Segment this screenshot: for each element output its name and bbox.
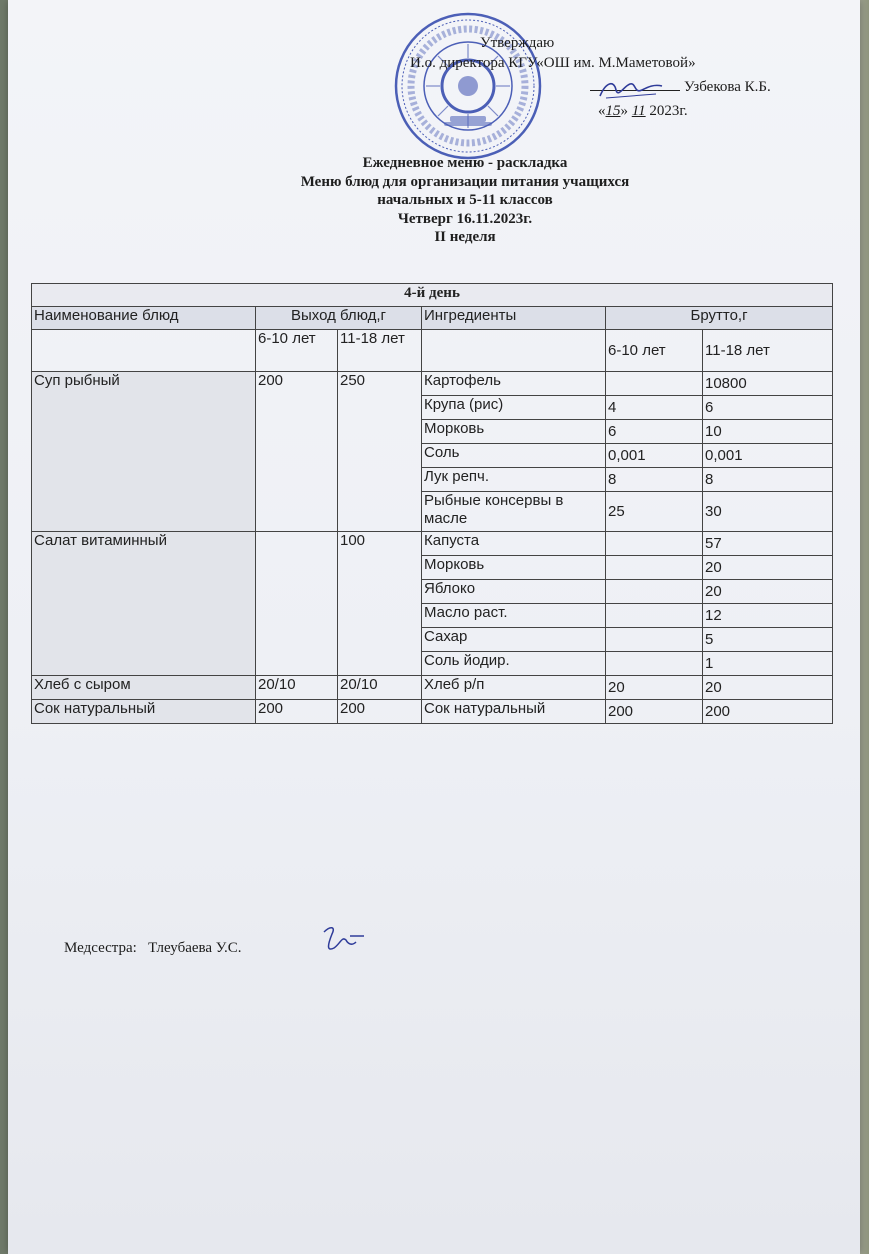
dish-name: Суп рыбный — [32, 372, 256, 532]
gross-6-10 — [606, 604, 703, 628]
ingredient-name: Лук репч. — [422, 468, 606, 492]
director-signature-icon — [596, 76, 666, 104]
dish-name: Хлеб с сыром — [32, 676, 256, 700]
dish-yield-6-10: 20/10 — [256, 676, 338, 700]
gross-11-18: 12 — [703, 604, 833, 628]
header-ingredients: Ингредиенты — [422, 307, 606, 330]
ingredient-name: Соль йодир. — [422, 652, 606, 676]
ingredient-name: Рыбные консервы в масле — [422, 492, 606, 532]
gross-11-18: 20 — [703, 676, 833, 700]
dish-name: Салат витаминный — [32, 532, 256, 676]
approval-name: Узбекова К.Б. — [684, 79, 771, 95]
gross-11-18: 200 — [703, 700, 833, 724]
subheader-empty — [32, 330, 256, 372]
subheader-yield-11-18: 11-18 лет — [338, 330, 422, 372]
title-line-1: Ежедневное меню - раскладка — [362, 155, 568, 171]
dish-yield-6-10: 200 — [256, 700, 338, 724]
date-quote-close: » — [620, 103, 628, 119]
date-month: 11 — [631, 103, 646, 119]
gross-11-18: 8 — [703, 468, 833, 492]
table-row — [32, 532, 833, 556]
dish-yield-6-10: 200 — [256, 372, 338, 532]
ingredient-name: Сахар — [422, 628, 606, 652]
gross-6-10 — [606, 372, 703, 396]
gross-11-18: 0,001 — [703, 444, 833, 468]
nurse-name: Тлеубаева У.С. — [148, 940, 242, 956]
subheader-yield-6-10: 6-10 лет — [256, 330, 338, 372]
gross-6-10: 20 — [606, 676, 703, 700]
dish-yield-11-18: 200 — [338, 700, 422, 724]
gross-11-18: 57 — [703, 532, 833, 556]
gross-11-18: 10800 — [703, 372, 833, 396]
gross-11-18: 20 — [703, 556, 833, 580]
ingredient-name: Морковь — [422, 556, 606, 580]
ingredient-name: Капуста — [422, 532, 606, 556]
nurse-signature-icon — [318, 922, 370, 958]
document-titles — [160, 154, 770, 247]
gross-11-18: 1 — [703, 652, 833, 676]
ingredient-name: Сок натуральный — [422, 700, 606, 724]
ingredient-name: Масло раст. — [422, 604, 606, 628]
menu-body — [32, 372, 833, 724]
ingredient-name: Крупа (рис) — [422, 396, 606, 420]
header-gross: Брутто,г — [606, 307, 833, 330]
ingredient-name: Хлеб р/п — [422, 676, 606, 700]
dish-yield-11-18: 100 — [338, 532, 422, 676]
subheader-gross-6-10: 6-10 лет — [606, 330, 703, 372]
ingredient-name: Морковь — [422, 420, 606, 444]
ingredient-name: Яблоко — [422, 580, 606, 604]
gross-6-10 — [606, 580, 703, 604]
table-row — [32, 700, 833, 724]
dish-yield-11-18: 20/10 — [338, 676, 422, 700]
date-year: 2023г. — [649, 103, 688, 119]
date-quote-open: « — [598, 103, 606, 119]
ingredient-name: Картофель — [422, 372, 606, 396]
day-header: 4-й день — [32, 284, 833, 307]
header-dish: Наименование блюд — [32, 307, 256, 330]
gross-6-10 — [606, 652, 703, 676]
gross-6-10 — [606, 556, 703, 580]
gross-6-10 — [606, 532, 703, 556]
gross-6-10 — [606, 628, 703, 652]
gross-6-10: 6 — [606, 420, 703, 444]
nurse-signature-block — [64, 940, 241, 957]
gross-11-18: 6 — [703, 396, 833, 420]
ingredient-name: Соль — [422, 444, 606, 468]
gross-6-10: 0,001 — [606, 444, 703, 468]
subheader-empty-ingr — [422, 330, 606, 372]
gross-6-10: 25 — [606, 492, 703, 532]
title-line-2: Меню блюд для организации питания учащихся — [300, 173, 630, 190]
table-row — [32, 372, 833, 396]
dish-yield-6-10 — [256, 532, 338, 676]
title-line-4: Четверг 16.11.2023г. — [397, 210, 533, 227]
date-day: 15 — [605, 103, 621, 119]
title-line-5: II неделя — [434, 229, 496, 245]
gross-11-18: 20 — [703, 580, 833, 604]
gross-11-18: 10 — [703, 420, 833, 444]
menu-table — [31, 283, 833, 724]
gross-11-18: 5 — [703, 628, 833, 652]
approval-position: И.о. директора КГУ«ОШ им. М.Маметовой» — [410, 55, 696, 71]
gross-11-18: 30 — [703, 492, 833, 532]
dish-name: Сок натуральный — [32, 700, 256, 724]
dish-yield-11-18: 250 — [338, 372, 422, 532]
approval-date — [598, 102, 688, 121]
gross-6-10: 8 — [606, 468, 703, 492]
subheader-gross-11-18: 11-18 лет — [703, 330, 833, 372]
title-line-3: начальных и 5-11 классов — [377, 192, 553, 208]
official-stamp-icon — [392, 10, 544, 162]
approval-heading: Утверждаю — [480, 35, 555, 51]
table-row — [32, 676, 833, 700]
gross-6-10: 4 — [606, 396, 703, 420]
header-yield: Выход блюд,г — [256, 307, 422, 330]
gross-6-10: 200 — [606, 700, 703, 724]
nurse-label: Медсестра: — [64, 940, 137, 956]
